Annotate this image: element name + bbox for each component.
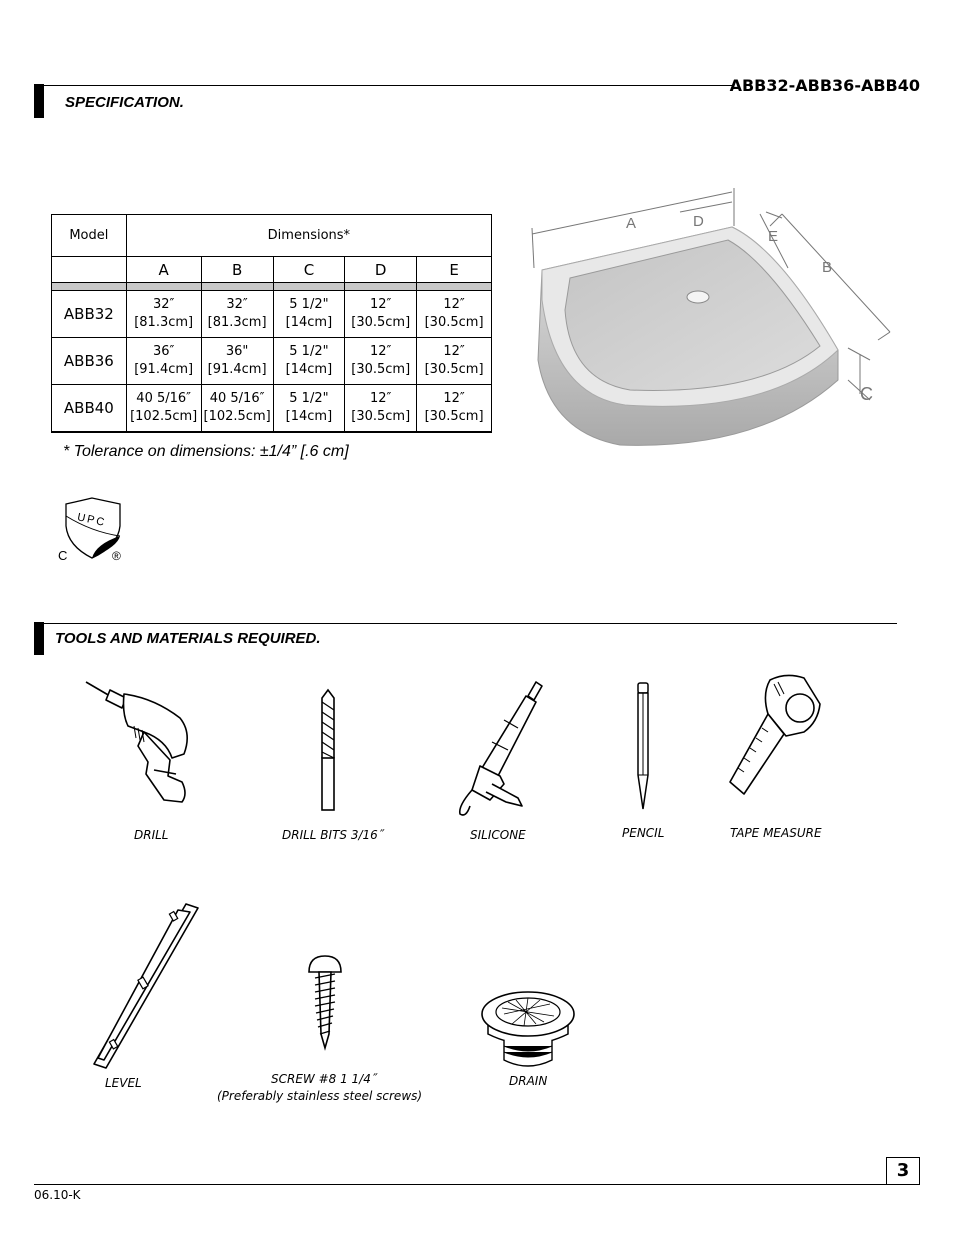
imperial-value: 32″ (152, 297, 175, 312)
tool-label-tape-measure: TAPE MEASURE (730, 826, 822, 840)
table-row (52, 385, 492, 433)
imperial-value: 12″ (370, 297, 392, 312)
drain-icon (478, 988, 578, 1070)
metric-value: [91.4cm] (207, 362, 267, 377)
dimension-cell (201, 338, 273, 385)
dimension-cell (201, 385, 273, 433)
metric-value: [30.5cm] (424, 409, 484, 424)
dimension-cell (417, 291, 492, 338)
dimension-cell (273, 385, 345, 433)
tape-measure-icon (726, 670, 826, 796)
imperial-value: 36" (225, 344, 249, 359)
section-marker (34, 84, 44, 118)
blank-header (52, 257, 127, 283)
metric-value: [30.5cm] (424, 362, 484, 377)
metric-value: [30.5cm] (424, 315, 484, 330)
specification-table (51, 214, 492, 433)
imperial-value: 32″ (226, 297, 248, 312)
dimension-cell (345, 291, 417, 338)
level-icon (92, 902, 202, 1072)
imperial-value: 12″ (443, 344, 465, 359)
dimension-cell (126, 338, 201, 385)
upc-certification-icon (56, 496, 130, 566)
dimension-cell (273, 291, 345, 338)
imperial-value: 40 5/16″ (209, 391, 265, 406)
column-header-b: B (201, 257, 273, 283)
dimension-label-e: E (768, 228, 779, 245)
table-row (52, 291, 492, 338)
column-header-c: C (273, 257, 345, 283)
dimension-cell (417, 338, 492, 385)
metric-value: [30.5cm] (351, 409, 411, 424)
tolerance-note: * Tolerance on dimensions: ±1/4” [.6 cm] (63, 443, 349, 460)
dimension-label-c: C (860, 384, 873, 404)
imperial-value: 12″ (443, 297, 465, 312)
drill-bit-icon (318, 688, 338, 812)
model-cell: ABB40 (52, 385, 127, 433)
imperial-value: 5 1/2" (289, 344, 329, 359)
pencil-icon (634, 681, 652, 811)
section-title-specification: SPECIFICATION. (65, 94, 184, 111)
metric-value: [91.4cm] (134, 362, 194, 377)
tool-label-silicone: SILICONE (470, 828, 526, 842)
section-marker (34, 622, 44, 655)
tool-label-screw-note: (Preferably stainless steel screws) (217, 1089, 423, 1103)
column-header-d: D (345, 257, 417, 283)
dimension-cell (126, 291, 201, 338)
metric-value: [14cm] (285, 409, 333, 424)
model-cell: ABB32 (52, 291, 127, 338)
tool-label-drill: DRILL (134, 828, 169, 842)
imperial-value: 12″ (443, 391, 465, 406)
imperial-value: 12″ (370, 391, 392, 406)
metric-value: [30.5cm] (351, 362, 411, 377)
upc-text: UPC (76, 511, 108, 530)
imperial-value: 5 1/2" (289, 391, 329, 406)
tool-label-pencil: PENCIL (622, 826, 665, 840)
tool-label-level: LEVEL (105, 1076, 142, 1090)
model-code: ABB32-ABB36-ABB40 (729, 76, 920, 95)
metric-value: [30.5cm] (351, 315, 411, 330)
imperial-value: 40 5/16″ (136, 391, 192, 406)
shower-base-diagram (520, 200, 900, 460)
dimension-label-d: D (693, 213, 704, 230)
model-cell: ABB36 (52, 338, 127, 385)
dimension-cell (417, 385, 492, 433)
metric-value: [81.3cm] (207, 315, 267, 330)
column-header-e: E (417, 257, 492, 283)
footer-rule (34, 1184, 920, 1185)
dimensions-header: Dimensions* (126, 215, 491, 257)
metric-value: [102.5cm] (203, 409, 271, 424)
imperial-value: 5 1/2" (289, 297, 329, 312)
table-row (52, 338, 492, 385)
caulking-gun-icon (452, 680, 548, 820)
document-revision-code: 06.10-K (34, 1188, 81, 1202)
dimension-cell (273, 338, 345, 385)
column-header-a: A (126, 257, 201, 283)
dimension-cell (345, 338, 417, 385)
upc-c-mark: C (58, 548, 68, 563)
dimension-cell (201, 291, 273, 338)
imperial-value: 12″ (370, 344, 392, 359)
imperial-value: 36″ (152, 344, 175, 359)
model-header: Model (52, 215, 127, 257)
section-title-tools: TOOLS AND MATERIALS REQUIRED. (55, 630, 321, 647)
dimension-label-a: A (626, 215, 637, 232)
metric-value: [14cm] (285, 362, 333, 377)
metric-value: [81.3cm] (134, 315, 194, 330)
drill-icon (84, 678, 194, 806)
page-number: 3 (886, 1157, 920, 1185)
header-rule (34, 85, 734, 86)
tools-rule (34, 623, 897, 624)
dimension-cell (345, 385, 417, 433)
metric-value: [14cm] (285, 315, 333, 330)
dimension-label-b: B (822, 259, 833, 276)
screw-icon (305, 954, 345, 1050)
metric-value: [102.5cm] (130, 409, 198, 424)
tool-label-drain: DRAIN (509, 1074, 548, 1088)
registered-mark: ® (112, 549, 121, 563)
tool-label-screw: SCREW #8 1 1/4˝ (271, 1072, 377, 1086)
dimension-cell (126, 385, 201, 433)
tool-label-drill-bits: DRILL BITS 3/16˝ (282, 828, 384, 842)
